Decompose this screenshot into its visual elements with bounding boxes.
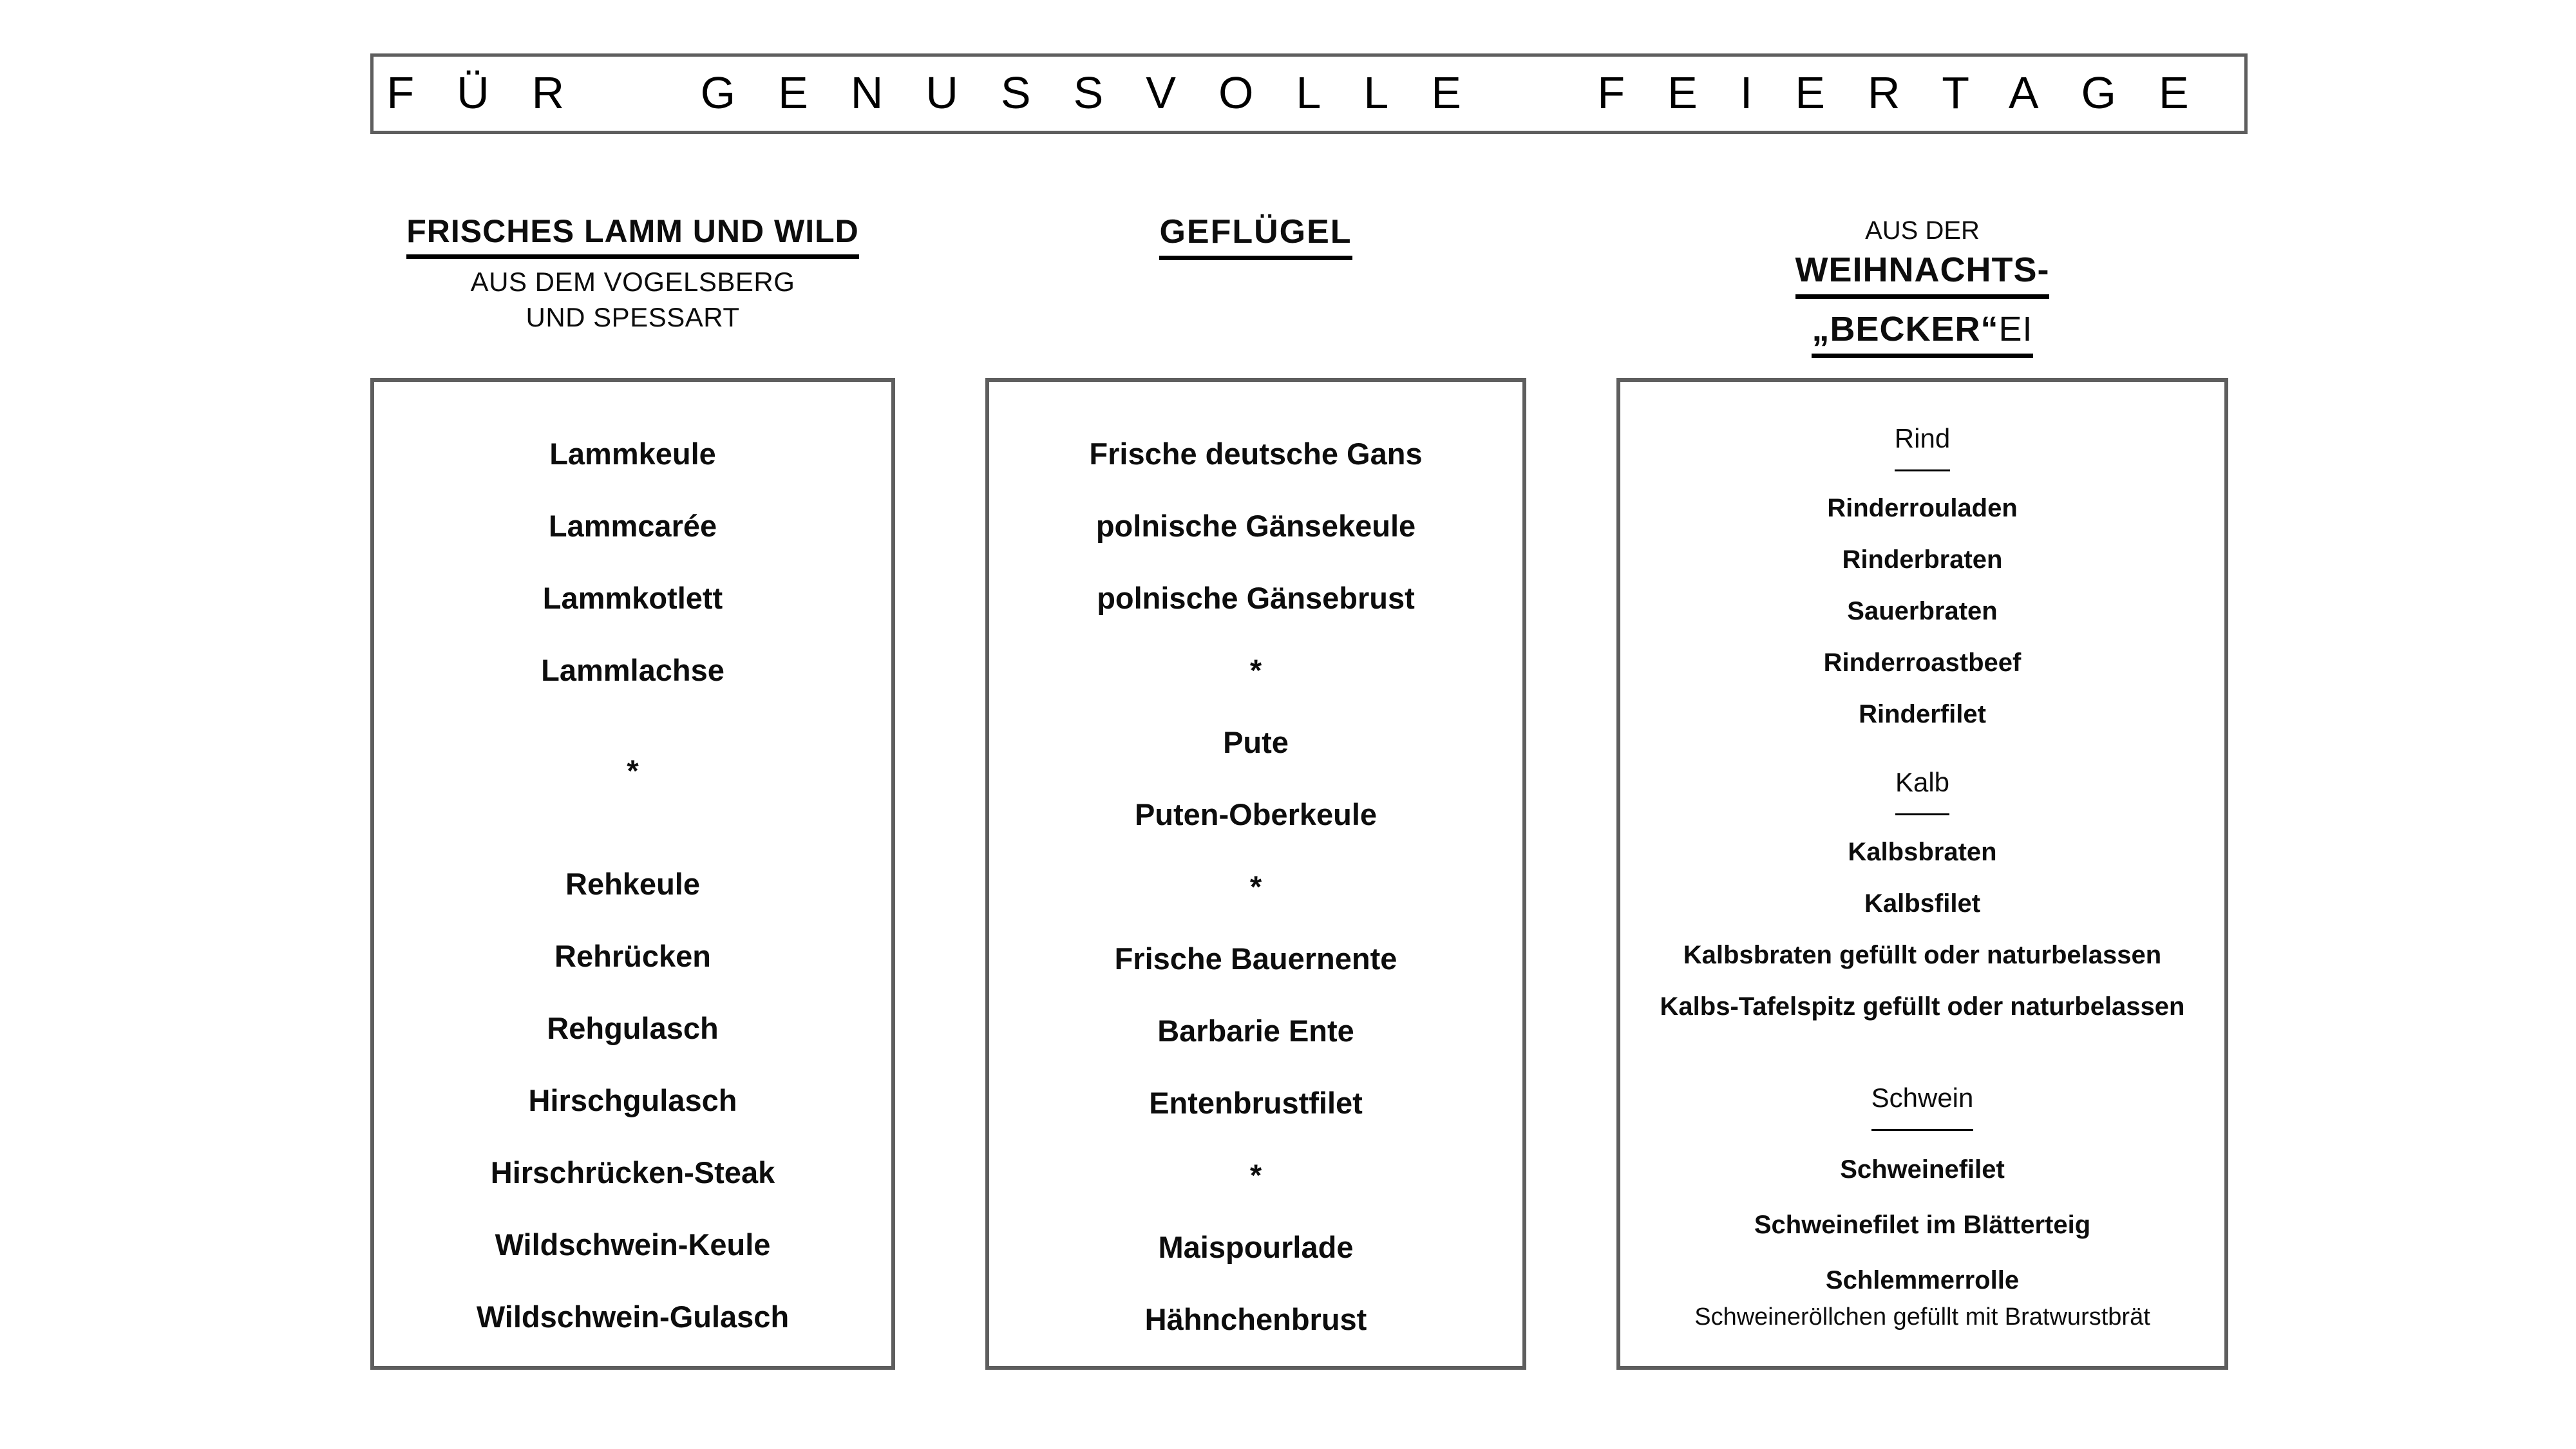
menu-item: Rinderrouladen	[1827, 494, 2018, 522]
menu-item: Kalbsbraten	[1848, 838, 1997, 866]
menu-item: *	[1249, 653, 1262, 687]
menu-item: Wildschwein-Keule	[495, 1227, 771, 1262]
menu-item: Schweinefilet	[1840, 1155, 2005, 1184]
schwein-item-list	[1620, 1142, 2224, 1308]
schlemmerrolle-note: Schweineröllchen gefüllt mit Bratwurstbrät	[1694, 1303, 2150, 1331]
becker-box	[1616, 378, 2228, 1370]
menu-item: Rinderroastbeef	[1823, 649, 2022, 677]
menu-item: Kalbsfilet	[1864, 889, 1981, 918]
becker-title-light-part: EI	[1998, 310, 2033, 348]
menu-item: Lammlachse	[541, 653, 724, 687]
menu-item: Lammkotlett	[542, 581, 723, 615]
menu-item: Maispourlade	[1158, 1230, 1354, 1264]
gefluegel-box	[985, 378, 1526, 1370]
menu-item: Hirschrücken-Steak	[490, 1155, 775, 1189]
menu-item: *	[1249, 1158, 1262, 1192]
schwein-section	[1620, 1071, 2224, 1332]
lamm-box	[370, 378, 895, 1370]
rind-item-list	[1620, 482, 2224, 740]
menu-item: Entenbrustfilet	[1149, 1086, 1363, 1120]
lamm-subtitle-line1: AUS DEM VOGELSBERG	[470, 267, 795, 297]
rind-heading: Rind	[1895, 412, 1950, 471]
menu-item: Hähnchenbrust	[1144, 1302, 1367, 1336]
menu-item: Rehgulasch	[547, 1011, 719, 1045]
menu-item: Rinderbraten	[1842, 545, 2003, 574]
schwein-heading-wrap	[1620, 1071, 2224, 1132]
rind-section	[1620, 412, 2224, 740]
menu-item: Kalbsbraten gefüllt oder naturbelassen	[1683, 941, 2162, 969]
lamm-column-header	[370, 213, 895, 335]
kalb-heading-wrap	[1620, 755, 2224, 816]
banner	[370, 53, 2248, 134]
menu-item: Kalbs-Tafelspitz gefüllt oder naturbelassen	[1660, 992, 2185, 1021]
menu-item: Wildschwein-Gulasch	[476, 1300, 790, 1334]
becker-title-bold-part: „BECKER“	[1812, 310, 1999, 348]
gefluegel-column-header	[985, 213, 1526, 260]
becker-pre-title: AUS DER	[1865, 216, 1980, 245]
menu-item: Puten-Oberkeule	[1134, 797, 1378, 831]
menu-item: Rehrücken	[554, 939, 711, 973]
menu-item: Rinderfilet	[1859, 700, 1986, 728]
menu-item: Hirschgulasch	[528, 1083, 737, 1117]
menu-item: Schweinefilet im Blätterteig	[1754, 1211, 2091, 1239]
lamm-title: FRISCHES LAMM UND WILD	[406, 213, 859, 259]
lamm-subtitle-line2: UND SPESSART	[526, 302, 740, 332]
menu-item: *	[627, 753, 639, 788]
schwein-heading: Schwein	[1871, 1071, 1974, 1131]
kalb-section	[1620, 755, 2224, 1032]
menu-item: Barbarie Ente	[1157, 1014, 1354, 1048]
becker-title-line1: WEIHNACHTS-	[1795, 250, 2050, 299]
becker-column-header	[1616, 216, 2228, 358]
menu-item: Lammkeule	[549, 437, 716, 471]
menu-item: Lammcarée	[548, 509, 717, 543]
menu-item: Sauerbraten	[1847, 597, 1998, 625]
gefluegel-title: GEFLÜGEL	[1159, 213, 1352, 260]
menu-item: polnische Gänsekeule	[1095, 509, 1416, 543]
menu-item: polnische Gänsebrust	[1097, 581, 1415, 615]
menu-item: Frische deutsche Gans	[1089, 437, 1423, 471]
becker-title-line2	[1812, 309, 2032, 358]
menu-item: Rehkeule	[565, 867, 700, 901]
becker-title-line1-wrap	[1616, 250, 2228, 299]
rind-heading-wrap	[1620, 412, 2224, 472]
menu-item: Pute	[1223, 725, 1289, 759]
gefluegel-item-list	[989, 382, 1522, 1356]
becker-title-line2-wrap	[1616, 309, 2228, 358]
menu-item: Schlemmerrolle	[1825, 1266, 2020, 1294]
lamm-item-list	[374, 382, 891, 1353]
kalb-item-list	[1620, 826, 2224, 1032]
banner-title: FÜR GENUSSVOLLE FEIERTAGE	[386, 68, 2231, 118]
menu-item: *	[1249, 869, 1262, 904]
kalb-heading: Kalb	[1895, 755, 1949, 815]
menu-item: Frische Bauernente	[1114, 942, 1397, 976]
